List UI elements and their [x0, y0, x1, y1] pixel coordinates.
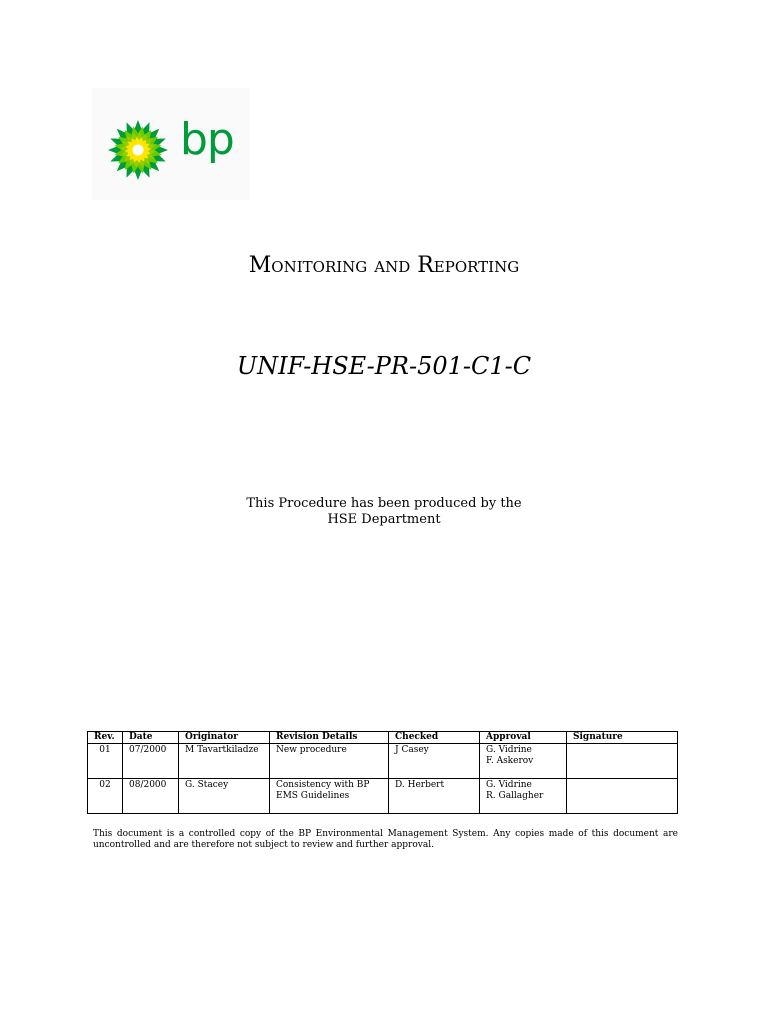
cell-approval: [480, 744, 567, 779]
cell-revision-details: [270, 779, 389, 814]
header-approval: Approval: [480, 732, 567, 744]
header-signature: Signature: [567, 732, 678, 744]
cell-originator: M Tavartkiladze: [179, 744, 270, 779]
details-line: Consistency with BP: [276, 780, 370, 790]
cell-originator: G. Stacey: [179, 779, 270, 814]
header-checked: Checked: [389, 732, 480, 744]
table-row: [88, 779, 678, 814]
revision-table-header: [88, 732, 678, 744]
header-revision-details: Revision Details: [270, 732, 389, 744]
details-line: New procedure: [276, 745, 347, 755]
bp-wordmark: bp: [180, 114, 234, 165]
intro-text: [0, 496, 768, 528]
bp-logo: [92, 88, 250, 200]
cell-checked: J Casey: [389, 744, 480, 779]
details-line: EMS Guidelines: [276, 791, 350, 801]
cell-approval: [480, 779, 567, 814]
cell-rev: 02: [88, 779, 123, 814]
cell-signature: [567, 779, 678, 814]
controlled-copy-note: This document is a controlled copy of the BP Environmental Management System. Any copies made of this document are uncontrolled and are therefore not subject to review and further approval.: [93, 829, 678, 850]
approval-line: G. Vidrine: [486, 745, 532, 755]
header-originator: Originator: [179, 732, 270, 744]
revision-table: [87, 731, 678, 814]
document-title: Monitoring and Reporting: [248, 253, 520, 278]
header-rev: Rev.: [88, 732, 123, 744]
cell-revision-details: [270, 744, 389, 779]
cell-rev: 01: [88, 744, 123, 779]
approval-line: R. Gallagher: [486, 791, 544, 801]
header-date: Date: [123, 732, 179, 744]
cell-date: 08/2000: [123, 779, 179, 814]
approval-line: F. Askerov: [486, 756, 534, 766]
intro-line-1: This Procedure has been produced by the: [246, 496, 522, 511]
approval-line: G. Vidrine: [486, 780, 532, 790]
cell-checked: D. Herbert: [389, 779, 480, 814]
table-row: [88, 744, 678, 779]
cell-signature: [567, 744, 678, 779]
intro-line-2: HSE Department: [327, 512, 441, 527]
bp-helios-icon: [106, 118, 170, 182]
document-code: UNIF-HSE-PR-501-C1-C: [236, 352, 532, 380]
cell-date: 07/2000: [123, 744, 179, 779]
